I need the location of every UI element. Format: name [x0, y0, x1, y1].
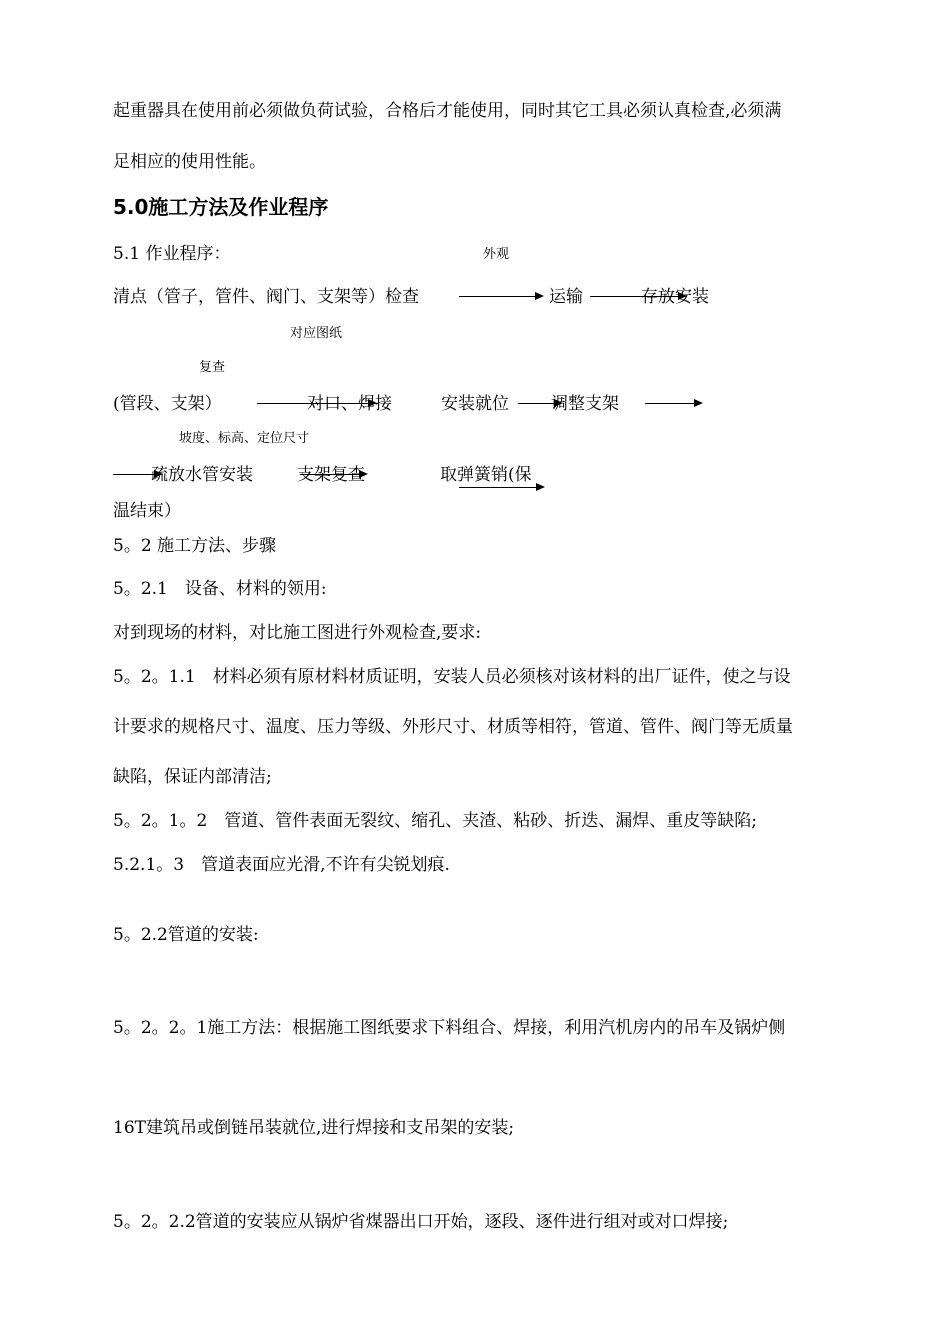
section-5-2-2: 5。2.2管道的安装:	[113, 925, 259, 945]
intro-line-2: 足相应的使用性能。	[113, 152, 266, 172]
flow-note-drawing: 对应图纸	[290, 326, 343, 341]
flow-arrow-1	[459, 296, 542, 297]
flow-step-adjust: 调整支架	[551, 394, 619, 414]
item-5-2-1-2: 5。2。1。2 管道、管件表面无裂纹、缩孔、夹渣、粘砂、折迭、漏焊、重皮等缺陷;	[113, 811, 757, 831]
flow-arrow-8	[459, 487, 543, 488]
item-5-2-1-1-line3: 缺陷，保证内部清洁;	[113, 767, 272, 787]
flow-note-slope: 坡度、标高、定位尺寸	[179, 431, 310, 446]
flow-note-appearance: 外观	[483, 247, 510, 262]
flow-step-store-install: 存放安装	[641, 287, 709, 307]
item-5-2-1-3: 5.2.1。3 管道表面应光滑,不许有尖锐划痕.	[113, 855, 450, 875]
flow-arrow-7	[300, 474, 366, 475]
flow-step-insulation-end: 温结束）	[113, 501, 181, 521]
flow-step-drain: 疏放水管安装	[151, 465, 253, 485]
section-5-2: 5。2 施工方法、步骤	[113, 536, 277, 556]
flow-label: 5.1 作业程序：	[113, 244, 231, 264]
item-5-2-2-2: 5。2。2.2管道的安装应从锅炉省煤器出口开始，逐段、逐件进行组对或对口焊接;	[113, 1212, 729, 1232]
flow-arrow-5	[645, 403, 701, 404]
section-heading-5-0: 5.0施工方法及作业程序	[113, 195, 329, 219]
flow-note-recheck: 复查	[199, 360, 226, 375]
item-5-2-1-1-line1: 5。2。1.1 材料必须有原材料材质证明，安装人员必须核对该材料的出厂证件，使之与设	[113, 667, 791, 687]
para-5-2-1: 对到现场的材料，对比施工图进行外观检查,要求:	[113, 623, 482, 643]
item-5-2-1-1-line2: 计要求的规格尺寸、温度、压力等级、外形尺寸、材质等相符，管道、管件、阀门等无质量	[113, 717, 793, 737]
section-5-2-1: 5。2.1 设备、材料的领用:	[113, 579, 327, 599]
flow-step-support-recheck: 支架复查	[297, 465, 365, 485]
item-5-2-2-1-line1: 5。2。2。1施工方法：根据施工图纸要求下料组合、焊接，利用汽机房内的吊车及锅炉侧	[113, 1018, 786, 1038]
flow-step-transport: 运输	[549, 287, 583, 307]
intro-line-1: 起重器具在使用前必须做负荷试验，合格后才能使用，同时其它工具必须认真检查,必须满	[113, 101, 782, 121]
flow-step-inventory: 清点（管子，管件、阀门、支架等）检查	[113, 287, 419, 307]
item-5-2-2-1-line2: 16T建筑吊或倒链吊装就位,进行焊接和支吊架的安装;	[113, 1118, 515, 1138]
flow-step-remove-pin: 取弹簧销(保	[440, 465, 532, 485]
flow-step-sections: (管段、支架）	[113, 394, 222, 414]
flow-step-install: 安装就位	[441, 394, 509, 414]
flow-step-weld: 对口、焊接	[307, 394, 392, 414]
